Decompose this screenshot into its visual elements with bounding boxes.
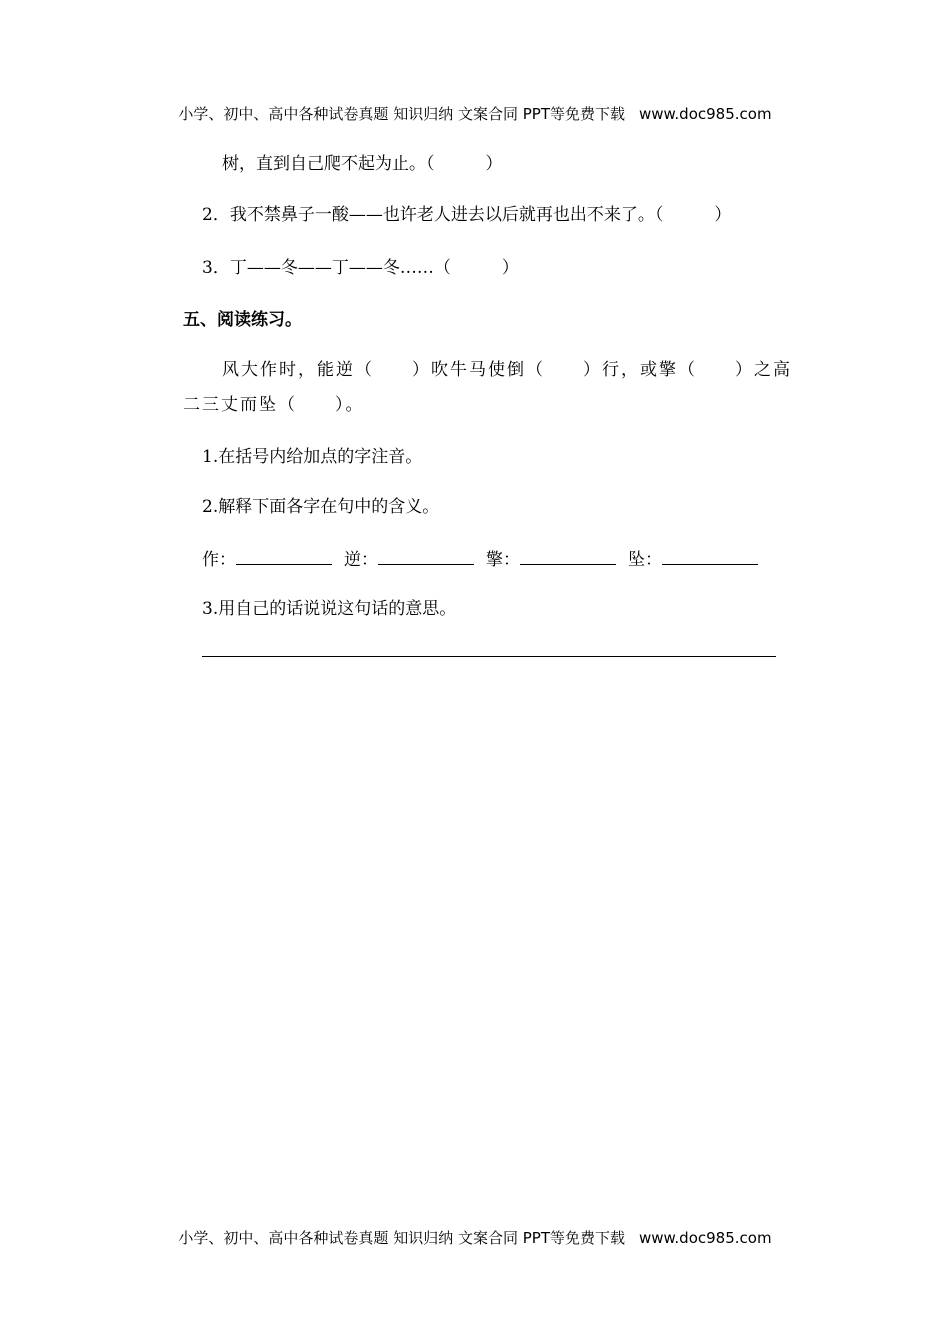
question-1: 1.在括号内给加点的字注音。 xyxy=(202,447,423,467)
definition-blanks-row xyxy=(202,546,770,572)
question-3: 3.用自己的话说说这句话的意思。 xyxy=(202,599,457,619)
header-banner-url[interactable]: www.doc985.com xyxy=(638,105,772,123)
header-banner-text: 小学、初中、高中各种试卷真题 知识归纳 文案合同 PPT等免费下载 xyxy=(178,105,625,123)
term-zhui: 坠： xyxy=(628,550,662,570)
question-2: 2.解释下面各字在句中的含义。 xyxy=(202,497,440,517)
blank-qing[interactable] xyxy=(520,546,616,565)
term-qing: 擎： xyxy=(486,550,520,570)
section4-item-3: 3．丁——冬——丁——冬……（ ） xyxy=(202,258,519,278)
answer-line[interactable] xyxy=(202,656,776,657)
footer-banner-url[interactable]: www.doc985.com xyxy=(638,1229,772,1247)
section4-line-continuation: 树，直到自己爬不起为止。（ ） xyxy=(222,154,503,174)
blank-ni[interactable] xyxy=(378,546,474,565)
passage-line-2: 二三丈而坠（ ）。 xyxy=(183,395,365,415)
term-zuo: 作： xyxy=(202,550,236,570)
blank-zuo[interactable] xyxy=(236,546,332,565)
passage-line-1: 风大作时，能逆（ ）吹牛马使倒（ ）行，或擎（ ）之高 xyxy=(222,360,792,380)
section4-item-2: 2．我不禁鼻子一酸——也许老人进去以后就再也出不来了。（ ） xyxy=(202,205,732,225)
blank-zhui[interactable] xyxy=(662,546,758,565)
header-banner xyxy=(0,104,950,124)
footer-banner xyxy=(0,1228,950,1248)
term-ni: 逆： xyxy=(344,550,378,570)
footer-banner-text: 小学、初中、高中各种试卷真题 知识归纳 文案合同 PPT等免费下载 xyxy=(178,1229,625,1247)
section5-heading: 五、阅读练习。 xyxy=(183,310,302,330)
